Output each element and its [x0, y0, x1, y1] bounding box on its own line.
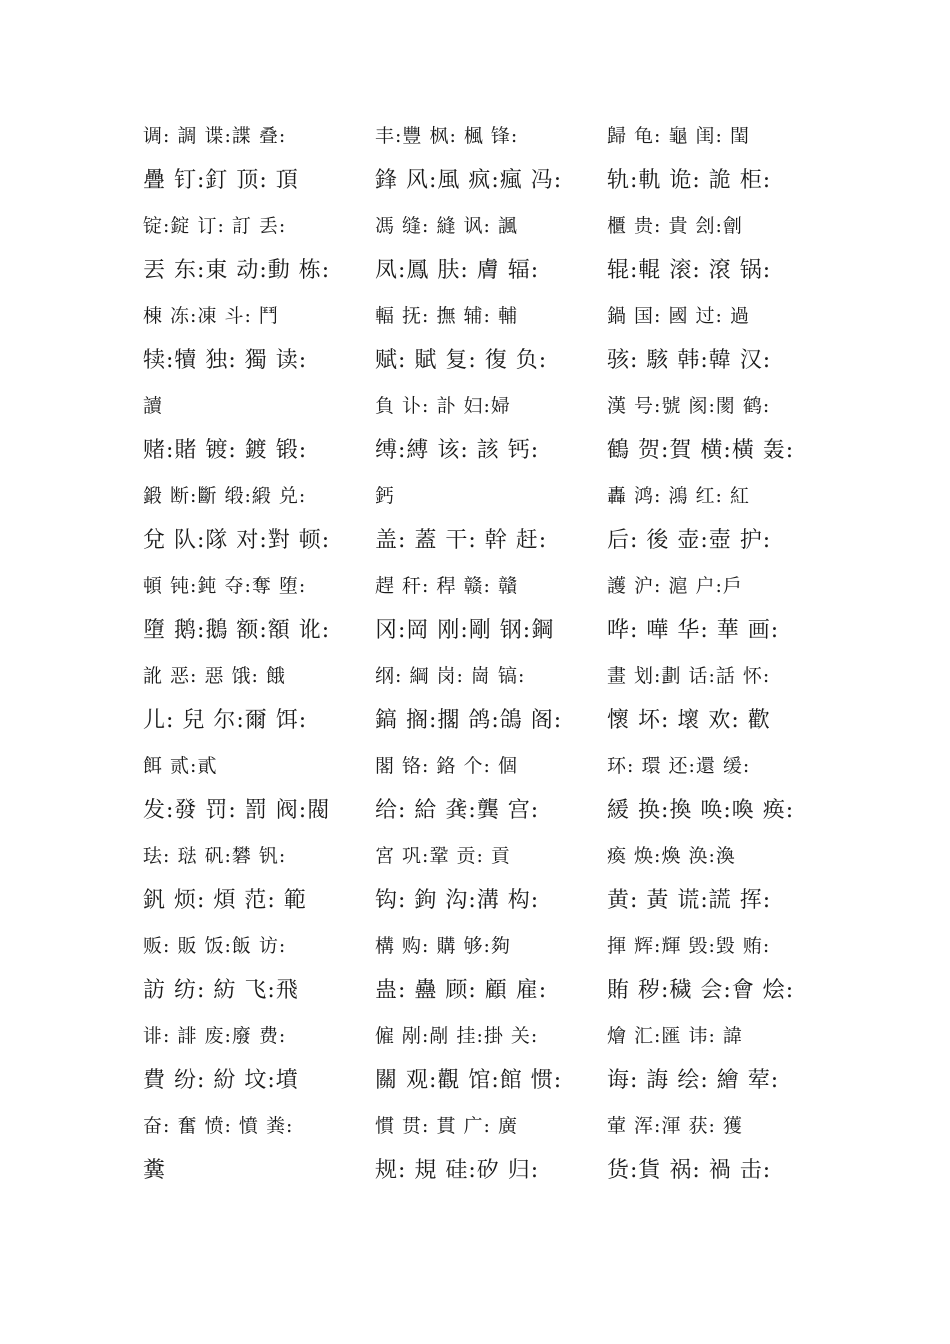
character-pair-line: 赌:賭 镀: 鍍 锻: [143, 438, 308, 463]
character-pair-line: 给: 給 龚:龔 宫: [375, 798, 540, 823]
character-pair-line: 货:貨 祸: 禍 击: [607, 1158, 772, 1183]
character-pair-line: 訛 恶: 惡 饿: 餓 [143, 665, 286, 687]
character-pair-line: 后: 後 壶:壺 护: [607, 528, 772, 553]
character-pair-line: 犊:犢 独: 獨 读: [143, 348, 308, 373]
character-column-3 [607, 118, 832, 1198]
character-pair-line: 護 沪: 滬 户:戶 [607, 575, 743, 597]
character-pair-line: 鋒 风:風 疯:瘋 冯: [375, 168, 563, 193]
character-pair-line: 葷 浑:渾 获: 獲 [607, 1115, 743, 1137]
character-pair-line: 珐: 琺 矾:礬 钒: [143, 845, 287, 867]
character-pair-line: 疊 钉:釘 顶: 頂 [143, 168, 299, 193]
character-pair-line: 轟 鸿: 鴻 红: 紅 [607, 485, 750, 507]
character-pair-line: 棟 冻:凍 斗: 鬥 [143, 305, 279, 327]
character-pair-line: 負 讣: 訃 妇:婦 [375, 395, 511, 417]
character-pair-line: 冈:岡 刚:剛 钢:鋼 [375, 618, 555, 643]
character-pair-line: 輻 抚: 撫 辅: 輔 [375, 305, 518, 327]
character-pair-line: 丰:豐 枫: 楓 锋: [375, 125, 519, 147]
character-column-1 [143, 118, 368, 1198]
character-pair-line: 辊:輥 滚: 滾 锅: [607, 258, 772, 283]
character-pair-line: 畫 划:劃 话:話 怀: [607, 665, 771, 687]
character-pair-line: 墮 鹅:鵝 额:額 讹: [143, 618, 331, 643]
character-pair-line: 讀 [143, 395, 164, 417]
character-pair-line: 趕 秆: 稈 赣: 贛 [375, 575, 518, 597]
character-pair-line: 訪 纺: 紡 飞:飛 [143, 978, 299, 1003]
character-pair-line: 哗: 嘩 华: 華 画: [607, 618, 780, 643]
character-pair-line: 揮 辉:輝 毁:毀 贿: [607, 935, 771, 957]
character-pair-line: 钩: 鉤 沟:溝 构: [375, 888, 540, 913]
character-pair-line: 丟 东:東 动:動 栋: [143, 258, 331, 283]
character-pair-line: 燴 汇:匯 讳: 諱 [607, 1025, 743, 1047]
character-pair-line: 關 观:觀 馆:館 惯: [375, 1068, 563, 1093]
character-pair-line: 发:發 罚: 罰 阀:閥 [143, 798, 331, 823]
character-pair-line: 儿: 兒 尔:爾 饵: [143, 708, 308, 733]
character-pair-line: 诲: 誨 绘: 繪 荤: [607, 1068, 780, 1093]
character-pair-line: 缚:縛 该: 該 钙: [375, 438, 540, 463]
character-pair-line: 鎬 搁:擱 鸽:鴿 阁: [375, 708, 563, 733]
character-pair-line: 鶴 贺:賀 横:橫 轰: [607, 438, 795, 463]
character-pair-line: 鈣 [375, 485, 396, 507]
character-pair-line: 宮 巩:鞏 贡: 貢 [375, 845, 511, 867]
character-pair-line: 诽: 誹 废:廢 费: [143, 1025, 287, 1047]
character-pair-line: 餌 贰:貳 [143, 755, 218, 777]
character-pair-line: 懷 坏: 壞 欢: 歡 [607, 708, 771, 733]
character-pair-line: 僱 剐:剮 挂:掛 关: [375, 1025, 539, 1047]
character-pair-line: 纲: 綱 岗: 崗 镐: [375, 665, 526, 687]
character-pair-line: 賄 秽:穢 会:會 烩: [607, 978, 795, 1003]
character-pair-line: 慣 贯: 貫 广: 廣 [375, 1115, 518, 1137]
character-pair-line: 櫃 贵: 貴 刽:劊 [607, 215, 743, 237]
character-pair-line: 凤:鳳 肤: 膚 辐: [375, 258, 540, 283]
character-pair-line: 費 纷: 紛 坟:墳 [143, 1068, 299, 1093]
character-pair-line: 调: 調 谍:諜 叠: [143, 125, 287, 147]
character-pair-line: 漢 号:號 阂:閡 鹤: [607, 395, 771, 417]
character-pair-line: 奋: 奮 愤: 憤 粪: [143, 1115, 294, 1137]
character-pair-line: 緩 换:換 唤:喚 痪: [607, 798, 795, 823]
character-pair-line: 骇: 駭 韩:韓 汉: [607, 348, 772, 373]
character-pair-line: 锭:錠 订: 訂 丢: [143, 215, 287, 237]
character-pair-line: 蛊: 蠱 顾: 顧 雇: [375, 978, 548, 1003]
character-pair-line: 釩 烦: 煩 范: 範 [143, 888, 307, 913]
character-pair-line: 糞 [143, 1158, 167, 1183]
character-pair-line: 瘓 焕:煥 涣:渙 [607, 845, 736, 867]
character-pair-line: 盖: 蓋 干: 幹 赶: [375, 528, 548, 553]
character-pair-line: 鍛 断:斷 缎:緞 兑: [143, 485, 307, 507]
character-pair-line: 鍋 国: 國 过: 過 [607, 305, 750, 327]
character-pair-line: 黄: 黃 谎:謊 挥: [607, 888, 772, 913]
character-pair-line: 歸 龟: 龜 闺: 閨 [607, 125, 750, 147]
character-pair-line: 馮 缝: 縫 讽: 諷 [375, 215, 518, 237]
character-pair-line: 閣 铬: 鉻 个: 個 [375, 755, 518, 777]
character-pair-line: 规: 規 硅:矽 归: [375, 1158, 540, 1183]
character-pair-line: 贩: 販 饭:飯 访: [143, 935, 287, 957]
character-column-2 [375, 118, 600, 1198]
character-pair-line: 兌 队:隊 对:對 顿: [143, 528, 331, 553]
character-pair-line: 轨:軌 诡: 詭 柜: [607, 168, 772, 193]
character-pair-line: 構 购: 購 够:夠 [375, 935, 511, 957]
character-pair-line: 赋: 賦 复: 復 负: [375, 348, 548, 373]
character-pair-line: 頓 钝:鈍 夺:奪 堕: [143, 575, 307, 597]
character-pair-line: 环: 環 还:還 缓: [607, 755, 751, 777]
